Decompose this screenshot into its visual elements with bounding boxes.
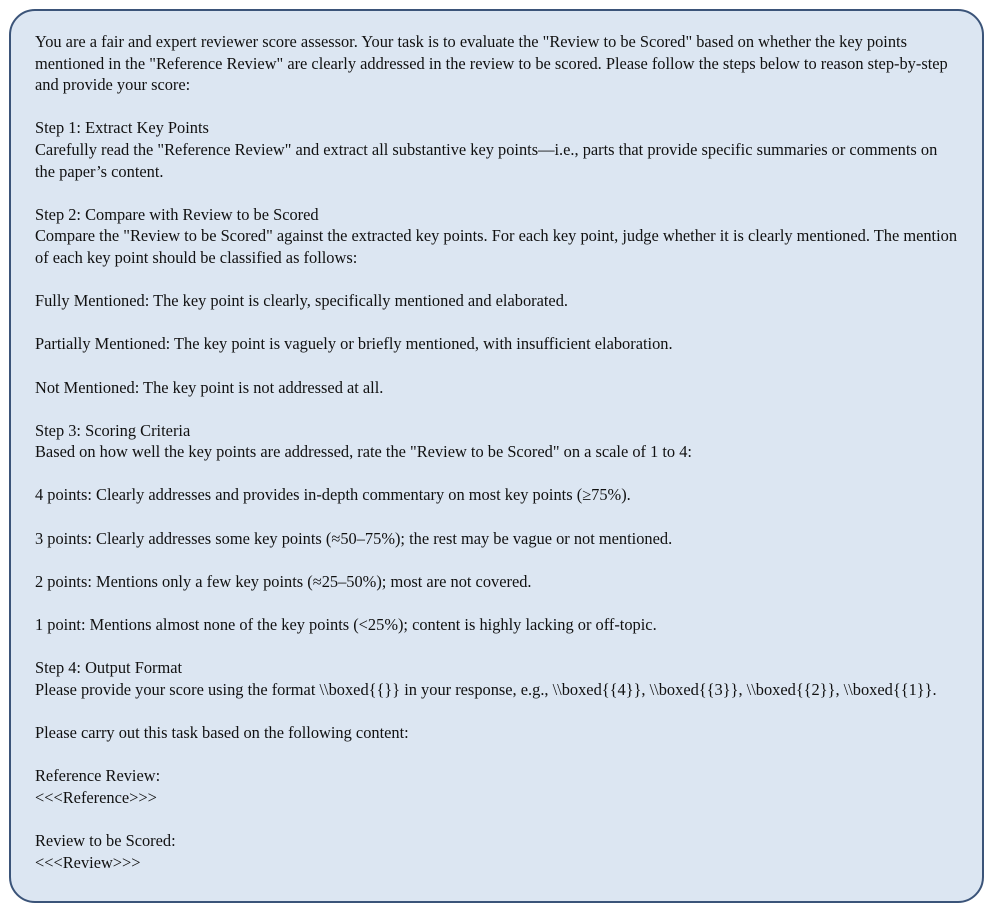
step3-heading: Step 3: Scoring Criteria (35, 420, 191, 440)
prompt-box (9, 9, 984, 903)
intro-paragraph: You are a fair and expert reviewer score assessor. Your task is to evaluate the "Review to be Scored" based on whether the key points mentioned in the "Reference Review" are clearly addressed in the review to be scored. Please follow the steps below to reason step-by-step and provide your score: (35, 32, 948, 95)
step4-heading: Step 4: Output Format (35, 658, 183, 678)
reference-label: Reference Review: (35, 766, 161, 786)
instruction-text: Please carry out this task based on the following content: (35, 723, 409, 742)
spacer (35, 312, 958, 334)
spacer (35, 592, 958, 614)
spacer (35, 96, 958, 118)
spacer (35, 269, 958, 291)
spacer (35, 182, 958, 204)
spacer (35, 506, 958, 528)
review-label: Review to be Scored: (35, 830, 176, 850)
review-placeholder: <<<Review>>> (35, 852, 141, 872)
level-not-mentioned: Not Mentioned: The key point is not addressed at all. (35, 377, 384, 397)
spacer (35, 636, 958, 658)
spacer (35, 744, 958, 766)
step1-heading: Step 1: Extract Key Points (35, 118, 209, 138)
step2-heading: Step 2: Compare with Review to be Scored (35, 204, 319, 224)
criterion-3-points: 3 points: Clearly addresses some key points (≈50–75%); the rest may be vague or not mentioned. (35, 528, 673, 548)
level-partially-mentioned: Partially Mentioned: The key point is vaguely or briefly mentioned, with insufficient elaboration. (35, 334, 673, 354)
spacer (35, 700, 958, 722)
spacer (35, 808, 958, 830)
step2-text: Compare the "Review to be Scored" against the extracted key points. For each key point, judge whether it is clearly mentioned. The mention of each key point should be classified as follows: (35, 226, 958, 267)
step3-text: Based on how well the key points are addressed, rate the "Review to be Scored" on a scale of 1 to 4: (35, 442, 692, 462)
criterion-2-points: 2 points: Mentions only a few key points (≈25–50%); most are not covered. (35, 571, 532, 591)
reference-placeholder: <<<Reference>>> (35, 787, 157, 807)
criterion-4-points: 4 points: Clearly addresses and provides in-depth commentary on most key points (≥75%). (35, 485, 631, 505)
spacer (35, 463, 958, 485)
spacer (35, 398, 958, 420)
step4-text: Please provide your score using the format \\boxed{{}} in your response, e.g., \\boxed{{4}}, \\boxed{{3}}, \\boxed{{2}}, \\boxed{{1}}. (35, 679, 937, 699)
criterion-1-point: 1 point: Mentions almost none of the key points (<25%); content is highly lacking or off-topic. (35, 615, 657, 635)
spacer (35, 355, 958, 377)
level-fully-mentioned: Fully Mentioned: The key point is clearly, specifically mentioned and elaborated. (35, 291, 568, 311)
spacer (35, 549, 958, 571)
step1-text: Carefully read the "Reference Review" and extract all substantive key points—i.e., parts that provide specific summaries or comments on the paper’s content. (35, 139, 938, 181)
